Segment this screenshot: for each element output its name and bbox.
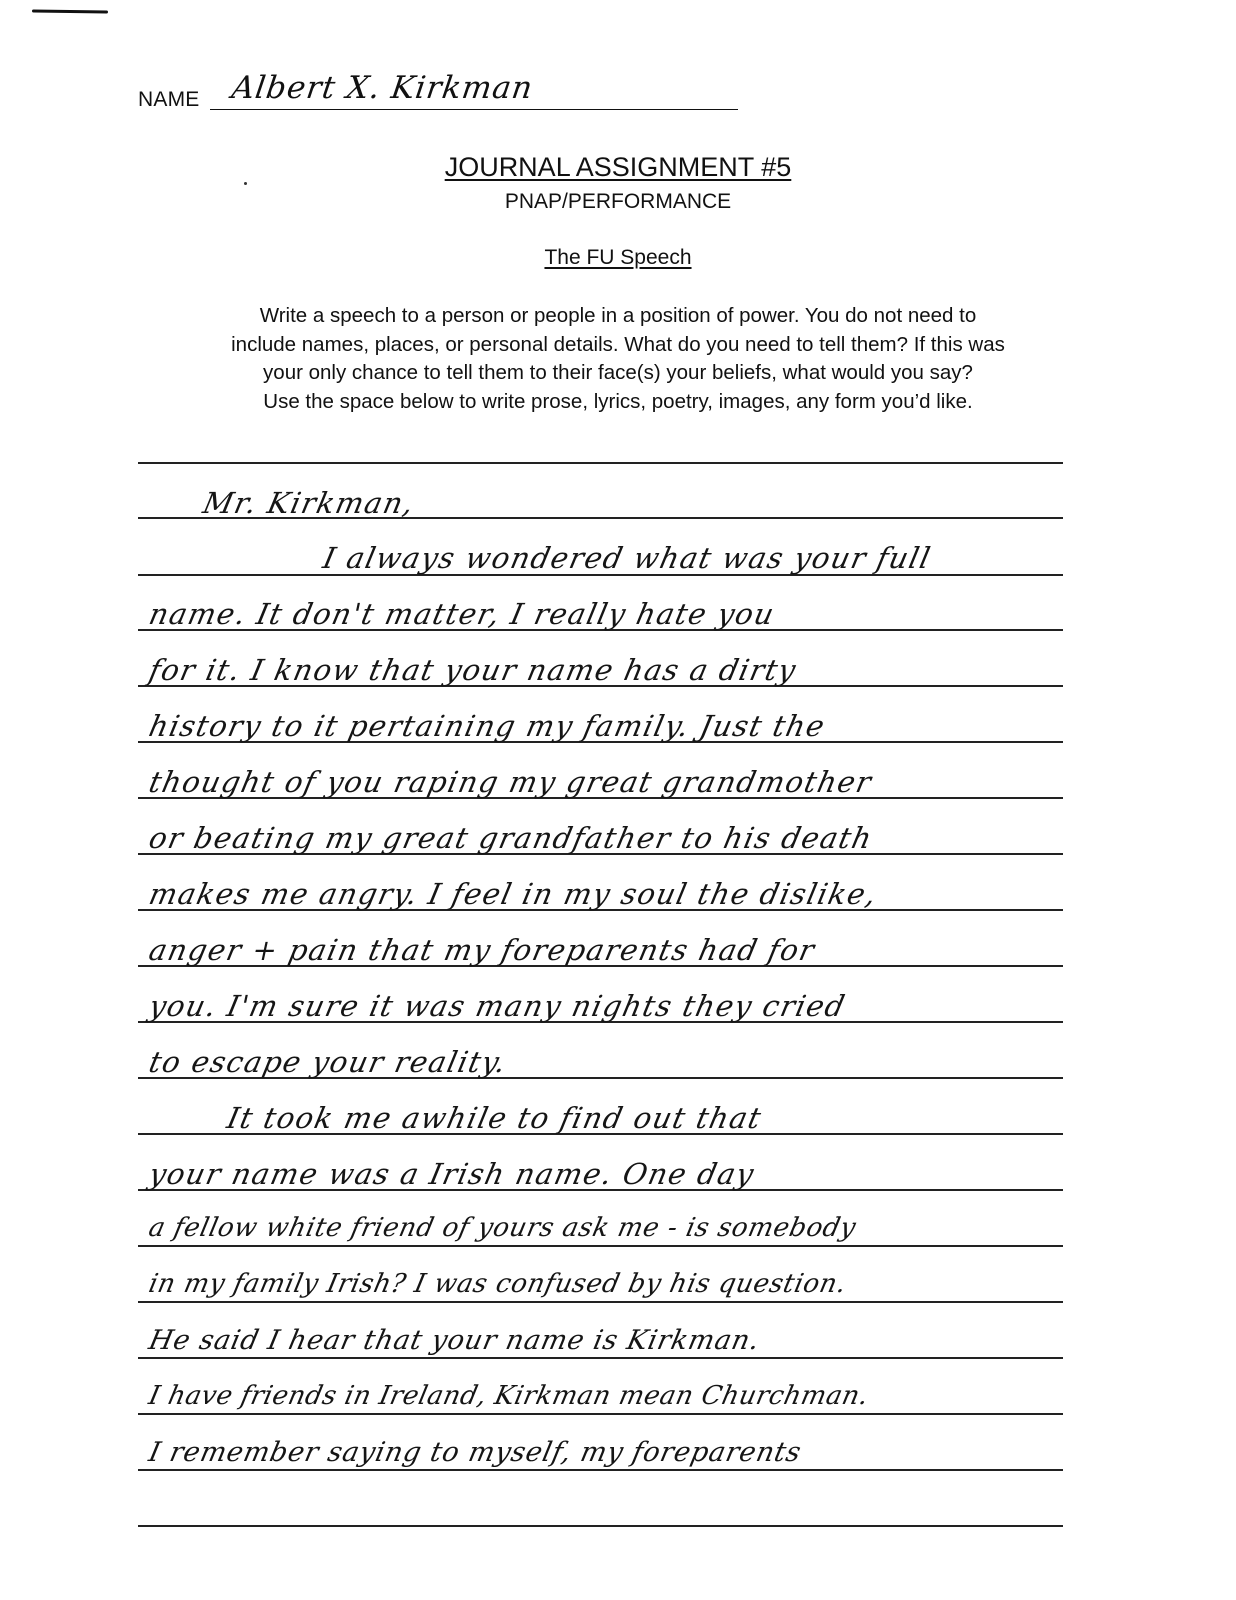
handwritten-line: makes me angry. I feel in my soul the dislike, xyxy=(146,877,881,911)
name-handwritten: Albert X. Kirkman xyxy=(229,70,536,106)
name-underline xyxy=(210,109,738,111)
writing-rule xyxy=(138,1413,1063,1415)
handwritten-line: a fellow white friend of yours ask me - is somebody xyxy=(146,1213,859,1243)
page-title: JOURNAL ASSIGNMENT #5 xyxy=(444,152,792,182)
name-row xyxy=(138,62,738,112)
handwritten-line: to escape your reality. xyxy=(146,1045,511,1079)
handwritten-line: you. I'm sure it was many nights they cried xyxy=(146,989,849,1023)
name-label: NAME xyxy=(138,88,200,111)
handwritten-line: Mr. Kirkman, xyxy=(200,486,418,520)
writing-rule xyxy=(138,1525,1063,1527)
handwritten-line: He said I hear that your name is Kirkman. xyxy=(146,1325,763,1356)
handwritten-line: I remember saying to myself, my foreparents xyxy=(146,1437,805,1468)
handwritten-line: It took me awhile to find out that xyxy=(224,1101,766,1135)
writing-rule xyxy=(138,1245,1063,1247)
page-subtitle: PNAP/PERFORMANCE xyxy=(504,190,732,213)
handwritten-line: in my family Irish? I was confused by his question. xyxy=(146,1269,850,1299)
handwritten-line: anger + pain that my foreparents had for xyxy=(146,933,819,967)
handwritten-line: history to it pertaining my family. Just the xyxy=(146,709,829,743)
instruction-line: Use the space below to write prose, lyrics, poetry, images, any form you’d like. xyxy=(263,389,973,413)
instruction-line: your only chance to tell them to their face(s) your beliefs, what would you say? xyxy=(263,361,973,384)
handwritten-line: for it. I know that your name has a dirty xyxy=(146,653,800,687)
scan-corner-mark xyxy=(32,9,108,13)
writing-rule xyxy=(138,1469,1063,1471)
handwritten-line: thought of you raping my great grandmother xyxy=(146,765,876,799)
instruction-line: Write a speech to a person or people in a position of power. You do not need to xyxy=(259,304,977,327)
instructions xyxy=(130,302,1106,416)
writing-rule xyxy=(138,1357,1063,1359)
handwritten-line: I always wondered what was your full xyxy=(320,541,935,575)
handwritten-line: your name was a Irish name. One day xyxy=(146,1157,758,1191)
handwritten-line: name. It don't matter, I really hate you xyxy=(146,597,779,631)
writing-rule xyxy=(138,1301,1063,1303)
handwritten-line: I have friends in Ireland, Kirkman mean Churchman. xyxy=(146,1381,872,1411)
handwritten-line: or beating my great grandfather to his death xyxy=(146,821,876,855)
writing-rule xyxy=(138,462,1063,464)
instruction-line: include names, places, or personal details. What do you need to tell them? If this was xyxy=(231,332,1005,356)
section-title: The FU Speech xyxy=(544,246,692,269)
